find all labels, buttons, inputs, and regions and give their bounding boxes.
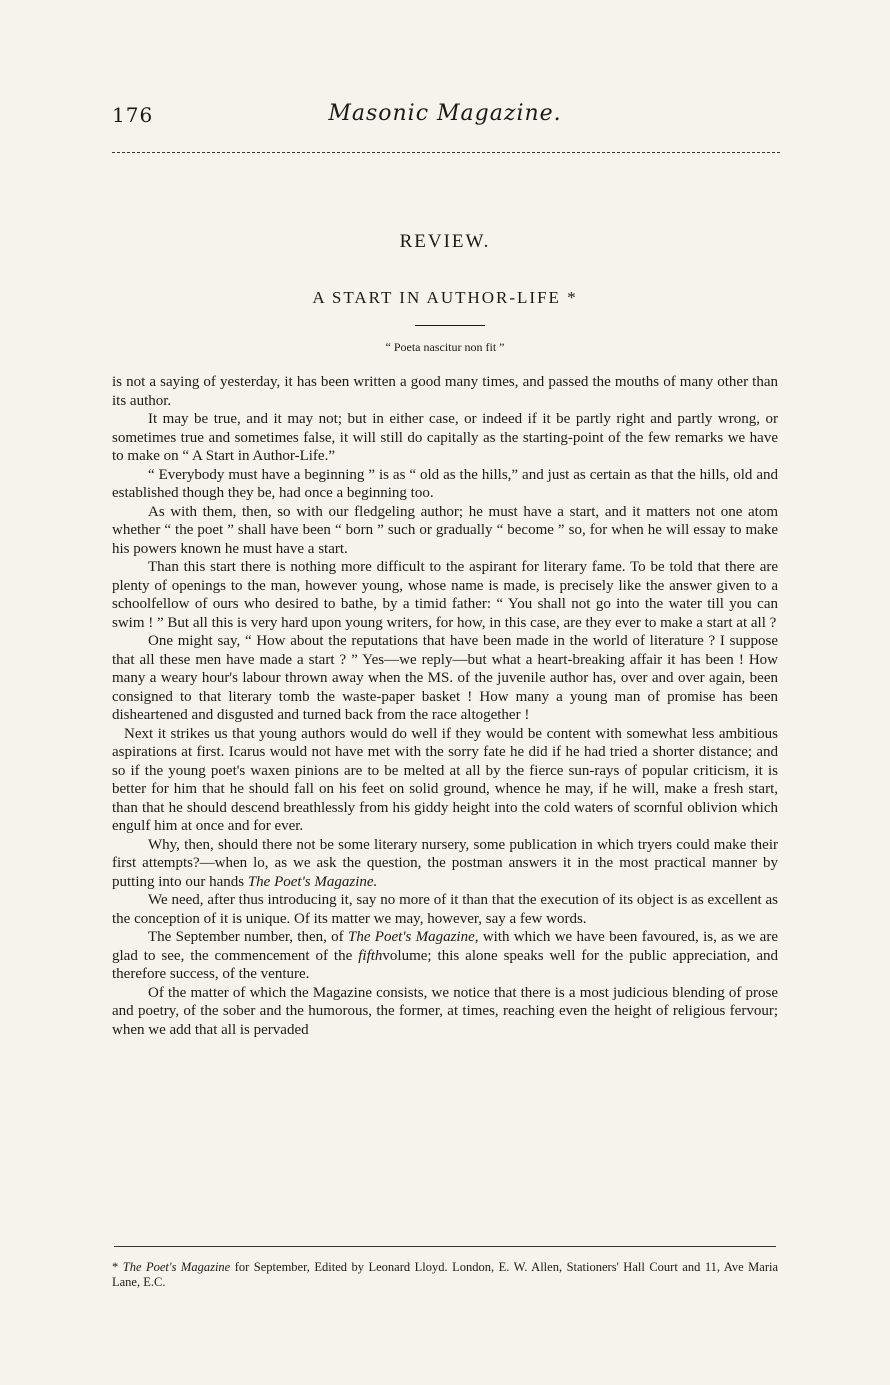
paragraph bbox=[112, 928, 778, 984]
footnote-magazine: The Poet's Magazine bbox=[122, 1260, 231, 1274]
paragraph: is not a saying of yesterday, it has been written a good many times, and passed the mouths of many other than its author. bbox=[112, 374, 778, 409]
section-title: REVIEW. bbox=[399, 231, 491, 252]
footnote-rule bbox=[114, 1246, 776, 1247]
epigraph: “ Poeta nascitur non fit ” bbox=[385, 340, 505, 354]
paragraph: We need, after thus introducing it, say no more of it than that the execution of its object is as excellent as the conception of it is unique. Of its matter we may, however, say a few words. bbox=[112, 892, 778, 927]
paragraph: One might say, “ How about the reputations that have been made in the world of literature ? I suppose that all these men have made a start ? ” Yes—we reply—but what a heart-breaking affair it has been ! How many a weary hour's labour thrown away when the MS. of the juvenile author has, over and over again, been consigned to that literary tomb the waste-paper basket ! How many a young man of promise has been disheartened and disgusted and turned back from the race altogether ! bbox=[112, 633, 778, 723]
title-rule bbox=[415, 325, 485, 326]
running-title: Masonic Magazine. bbox=[328, 101, 562, 126]
magazine-title: The Poet's Magazine, bbox=[347, 929, 479, 945]
article-title: A START IN AUTHOR-LIFE * bbox=[312, 288, 578, 307]
paragraph-text: Why, then, should there not be some literary nursery, some publication in which tryers could make their first attempts?—when lo, as we ask the question, the postman answers it in the most practical manner by putting into our hands bbox=[112, 836, 778, 890]
paragraph: Of the matter of which the Magazine consists, we notice that there is a most judicious blending of prose and poetry, of the sober and the humorous, the former, at times, reaching even the height of religious fervour; when we add that all is pervaded bbox=[112, 984, 778, 1038]
paragraph-text: with which we have been favoured, is, as we are glad to see, the commencement of the bbox=[112, 929, 778, 964]
paragraph bbox=[112, 836, 778, 892]
footnote-text: for September, Edited by Leonard Lloyd. London, E. W. Allen, Stationers' Hall Court and 11, Ave Maria Lane, E.C. bbox=[112, 1260, 779, 1289]
page-number: 176 bbox=[112, 103, 154, 127]
footnote-marker: * bbox=[112, 1260, 119, 1274]
paragraph: As with them, then, so with our fledgeling author; he must have a start, and it matters not one atom whether “ the poet ” shall have been “ born ” such or gradually “ become ” so, for when he will essay to make his powers known he must have a start. bbox=[112, 503, 778, 557]
paragraph-text: The September number, then, of bbox=[148, 929, 344, 945]
paragraph: Than this start there is nothing more difficult to the aspirant for literary fame. To be told that there are plenty of openings to the man, however young, whose name is made, is precisely like the answer given to a schoolfellow of ours who desired to bathe, by a timid father: “ You shall not go into the water till you can swim ! ” But all this is very hard upon young writers, for how, in this case, are they ever to make a start at all ? bbox=[112, 559, 778, 631]
emphasis: fifth bbox=[358, 947, 383, 964]
paragraph: “ Everybody must have a beginning ” is as “ old as the hills,” and just as certain as that the hills, old and established though they be, had once a beginning too. bbox=[112, 466, 778, 501]
paragraph: Next it strikes us that young authors would do well if they would be content with somewhat less ambitious aspirations at first. Icarus would not have met with the sorry fate he did if he had tried a shorter distance; and so if the young poet's waxen pinions are to be melted at all by the fierce sun-rays of popular criticism, it is better for him that he should fall on his feet on solid ground, whence he may, if he will, make a fresh start, than that he should descend breathlessly from his giddy height into the cold waters of scornful oblivion which engulf him at once and for ever. bbox=[112, 725, 778, 834]
footnote bbox=[112, 1260, 778, 1290]
article-body bbox=[112, 373, 778, 1039]
paragraph-text: volume; this alone speaks well for the public appreciation, and therefore success, of the venture. bbox=[112, 947, 779, 982]
magazine-title: The Poet's Magazine. bbox=[247, 873, 378, 890]
paragraph: It may be true, and it may not; but in either case, or indeed if it be partly right and partly wrong, or sometimes true and sometimes false, it will still do capitally as the starting-point of the few remarks we have to make on “ A Start in Author-Life.” bbox=[112, 411, 778, 464]
header-rule bbox=[112, 152, 780, 153]
